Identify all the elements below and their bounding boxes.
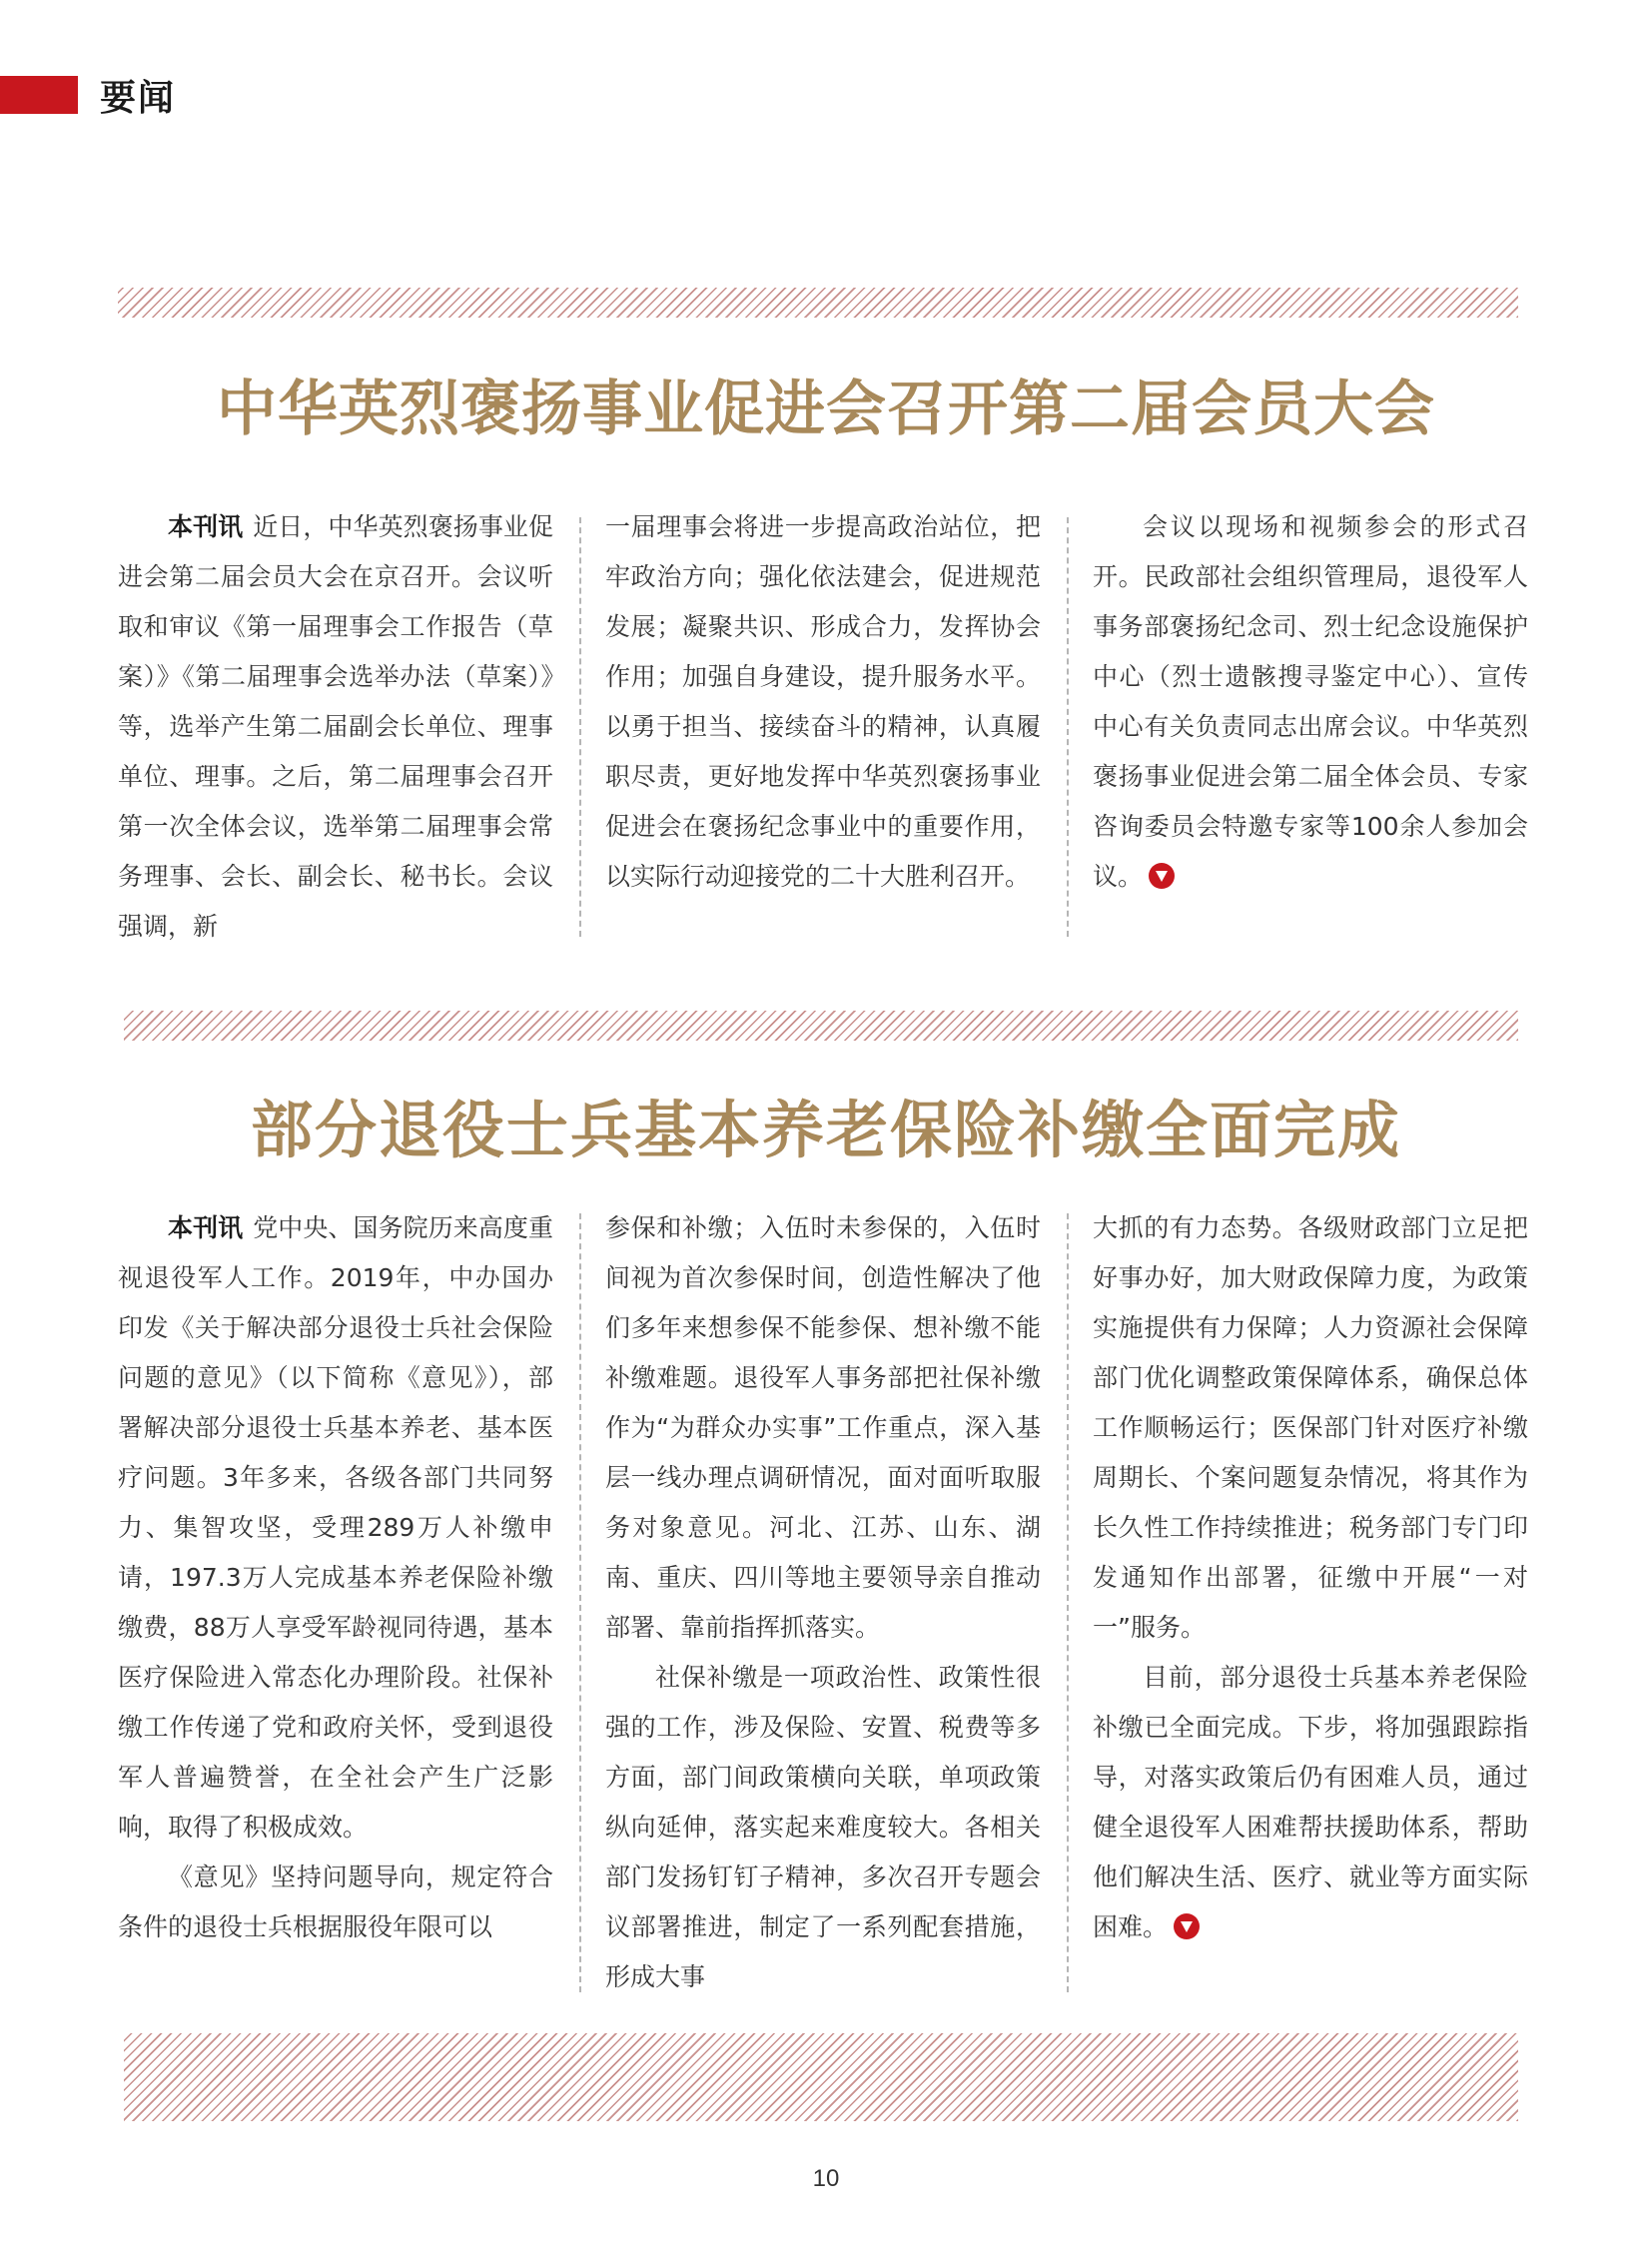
end-mark-icon (1149, 863, 1175, 889)
column-divider (1067, 517, 1069, 937)
article1-title: 中华英烈褒扬事业促进会召开第二届会员大会 (217, 374, 1435, 444)
article2-col3-p2-text: 目前，部分退役士兵基本养老保险补缴已全面完成。下步，将加强跟踪指导，对落实政策后仍有困难人员，通过健全退役军人困难帮扶援助体系，帮助他们解决生活、医疗、就业等方面实际困难。 (1093, 1663, 1528, 1941)
article2-col1-p1-text: 党中央、国务院历来高度重视退役军人工作。2019年，中办国办印发《关于解决部分退役士兵社会保险问题的意见》（以下简称《意见》），部署解决部分退役士兵基本养老、基本医疗问题。3年多来，各级各部门共同努力、集智攻坚，受理289万人补缴申请，197.3万人完成基本养老保险补缴缴费，88万人享受军龄视同待遇，基本医疗保险进入常态化办理阶段。社保补缴工作传递了党和政府关怀，受到退役军人普遍赞誉，在全社会产生广泛影响，取得了积极成效。 (118, 1213, 553, 1842)
page-number: 10 (812, 2165, 840, 2192)
column-divider (1067, 1213, 1069, 1992)
article1-paragraph (118, 502, 553, 952)
article2-column-1 (118, 1203, 553, 1952)
section-label: 要闻 (100, 78, 177, 119)
article1-lead: 本刊讯 (168, 512, 244, 541)
article2-col2-p2-text: 社保补缴是一项政治性、政策性很强的工作，涉及保险、安置、税费等多方面，部门间政策横向关联，单项政策纵向延伸，落实起来难度较大。各相关部门发扬钉钉子精神，多次召开专题会议部署推进，制定了一系列配套措施，形成大事 (605, 1663, 1041, 1991)
article2-column-3 (1093, 1203, 1528, 1952)
article2-col2-p1-text: 参保和补缴；入伍时未参保的，入伍时间视为首次参保时间，创造性解决了他们多年来想参保不能参保、想补缴不能补缴难题。退役军人事务部把社保补缴作为“为群众办实事”工作重点，深入基层一线办理点调研情况，面对面听取服务对象意见。河北、江苏、山东、湖南、重庆、四川等地主要领导亲自推动部署、靠前指挥抓落实。 (605, 1213, 1041, 1642)
article2-col1-p2-text: 《意见》坚持问题导向，规定符合条件的退役士兵根据服役年限可以 (118, 1863, 553, 1941)
article2-lead: 本刊讯 (168, 1213, 244, 1242)
section-color-bar (0, 76, 78, 114)
article1-column-3 (1093, 502, 1528, 902)
article2-column-2 (605, 1203, 1041, 2002)
article1-col3-text: 会议以现场和视频参会的形式召开。民政部社会组织管理局，退役军人事务部褒扬纪念司、烈士纪念设施保护中心（烈士遗骸搜寻鉴定中心）、宣传中心有关负责同志出席会议。中华英烈褒扬事业促进会第二届全体会员、专家咨询委员会特邀专家等100余人参加会议。 (1093, 512, 1528, 891)
article1-paragraph (1093, 502, 1528, 902)
article2-paragraph (118, 1203, 553, 1853)
article1-col1-text: 近日，中华英烈褒扬事业促进会第二届会员大会在京召开。会议听取和审议《第一届理事会工作报告（草案）》《第二届理事会选举办法（草案）》等，选举产生第二届副会长单位、理事单位、理事。之后，第二届理事会召开第一次全体会议，选举第二届理事会常务理事、会长、副会长、秘书长。会议强调，新 (118, 512, 553, 941)
article2-title: 部分退役士兵基本养老保险补缴全面完成 (250, 1094, 1401, 1166)
hatch-block-bottom (124, 2033, 1518, 2121)
article2-paragraph (1093, 1653, 1528, 1952)
hatch-divider-top (118, 288, 1518, 318)
hatch-divider-middle (124, 1011, 1518, 1041)
column-divider (579, 517, 581, 937)
article1-col2-text: 一届理事会将进一步提高政治站位，把牢政治方向；强化依法建会，促进规范发展；凝聚共识、形成合力，发挥协会作用；加强自身建设，提升服务水平。以勇于担当、接续奋斗的精神，认真履职尽责，更好地发挥中华英烈褒扬事业促进会在褒扬纪念事业中的重要作用，以实际行动迎接党的二十大胜利召开。 (605, 512, 1041, 891)
article1-column-2 (605, 502, 1041, 902)
end-mark-icon (1174, 1913, 1200, 1939)
article1-column-1 (118, 502, 553, 952)
article2-col3-p1-text: 大抓的有力态势。各级财政部门立足把好事办好，加大财政保障力度，为政策实施提供有力保障；人力资源社会保障部门优化调整政策保障体系，确保总体工作顺畅运行；医保部门针对医疗补缴周期长、个案问题复杂情况，将其作为长久性工作持续推进；税务部门专门印发通知作出部署，征缴中开展“一对一”服务。 (1093, 1213, 1528, 1642)
column-divider (579, 1213, 581, 1992)
